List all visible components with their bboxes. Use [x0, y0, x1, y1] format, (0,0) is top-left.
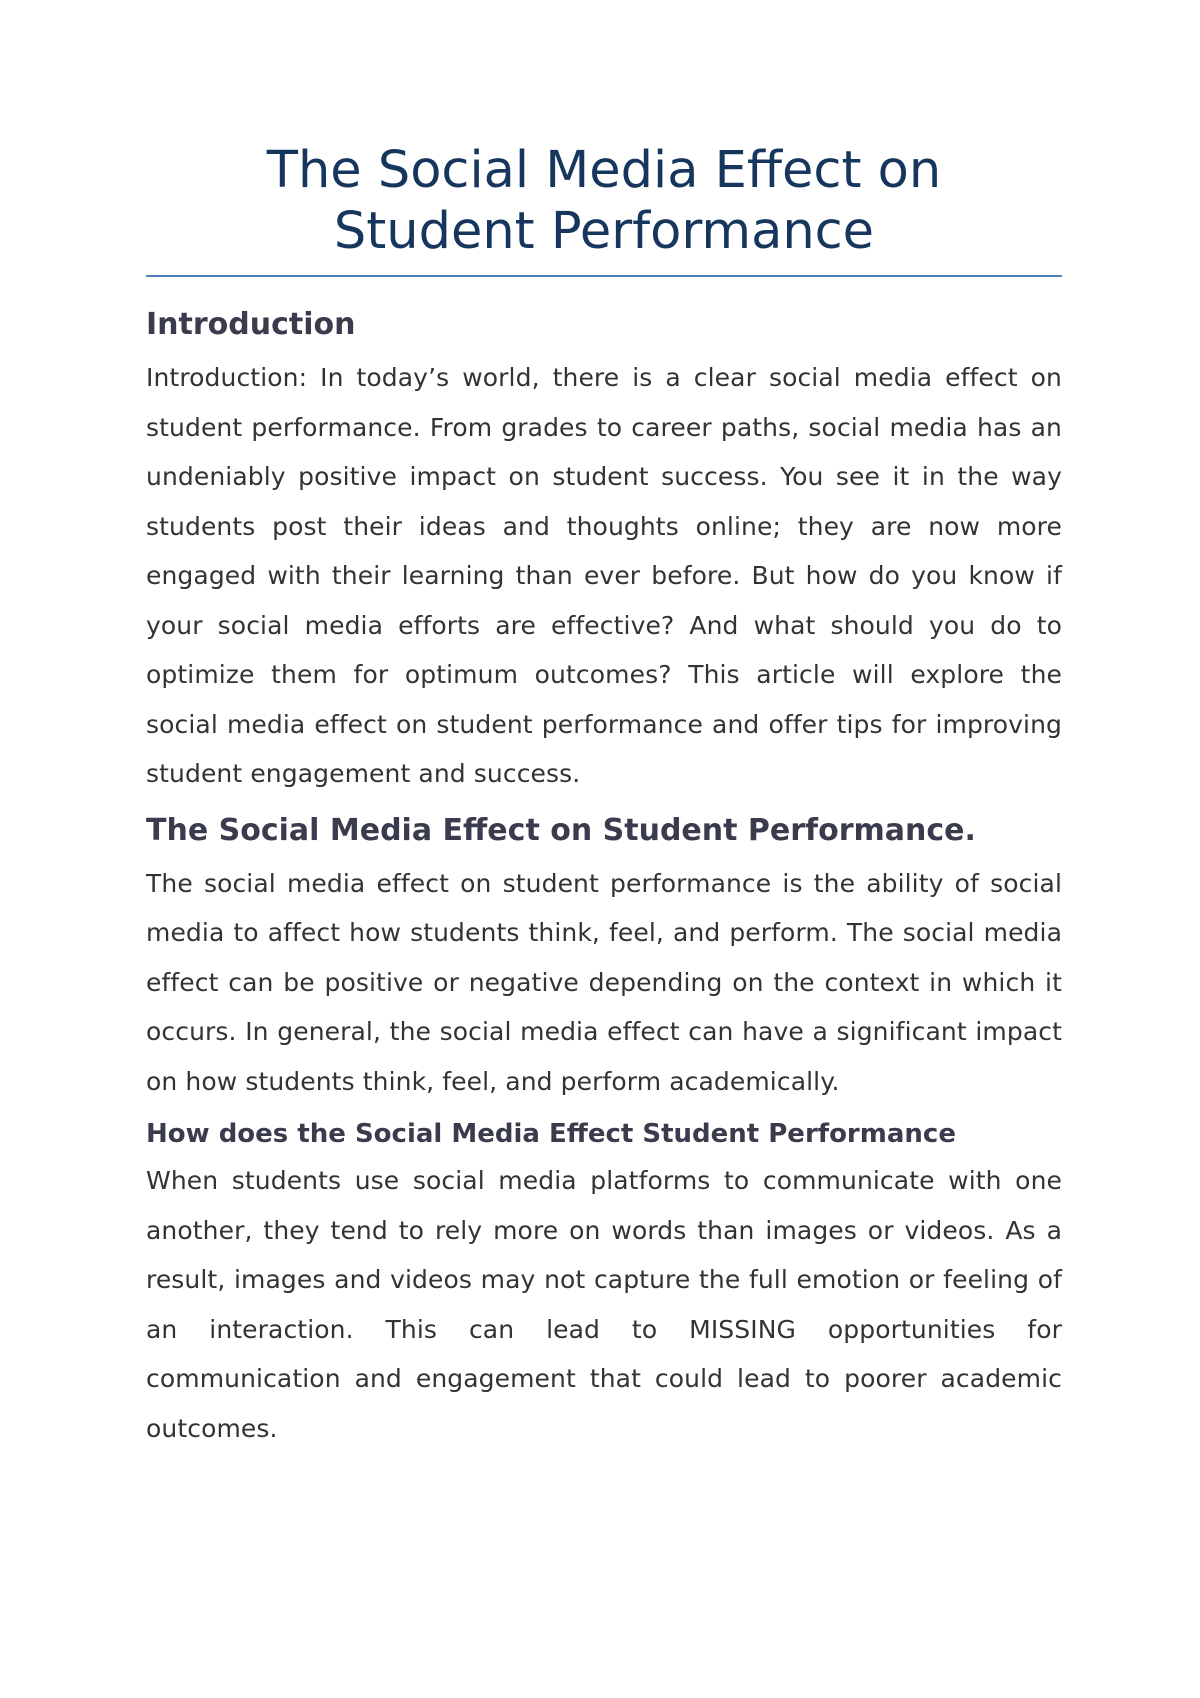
document-content	[146, 140, 1062, 1453]
document-title-line-2: Student Performance	[333, 202, 875, 261]
document-title-line-1: The Social Media Effect on	[266, 141, 942, 200]
section-heading-introduction: Introduction	[146, 307, 356, 342]
title-underline-rule	[146, 275, 1062, 277]
section-body-how-does: When students use social media platforms to communicate with one another, they tend to rely more on words than images or videos. As a result, images and videos may not capture the full emotion or feeling of an interaction. This can lead to MISSING opportunities for communication and engagement that could lead to poorer academic outcomes.	[146, 1166, 1062, 1443]
section-body-introduction: Introduction: In today’s world, there is a clear social media effect on student performance. From grades to career paths, social media has an undeniably positive impact on student success. You see it in the way students post their ideas and thoughts online; they are now more engaged with their learning than ever before. But how do you know if your social media efforts are effective? And what should you do to optimize them for optimum outcomes? This article will explore the social media effect on student performance and offer tips for improving student engagement and success.	[146, 363, 1062, 788]
section-heading-how-does: How does the Social Media Effect Student Performance	[146, 1119, 956, 1149]
section-body-social-media-effect: The social media effect on student performance is the ability of social media to affect how students think, feel, and perform. The social media effect can be positive or negative depending on the context in which it occurs. In general, the social media effect can have a significant impact on how students think, feel, and perform academically.	[146, 868, 1062, 1096]
document-title	[146, 140, 1062, 262]
section-heading-social-media-effect: The Social Media Effect on Student Performance.	[146, 812, 976, 848]
